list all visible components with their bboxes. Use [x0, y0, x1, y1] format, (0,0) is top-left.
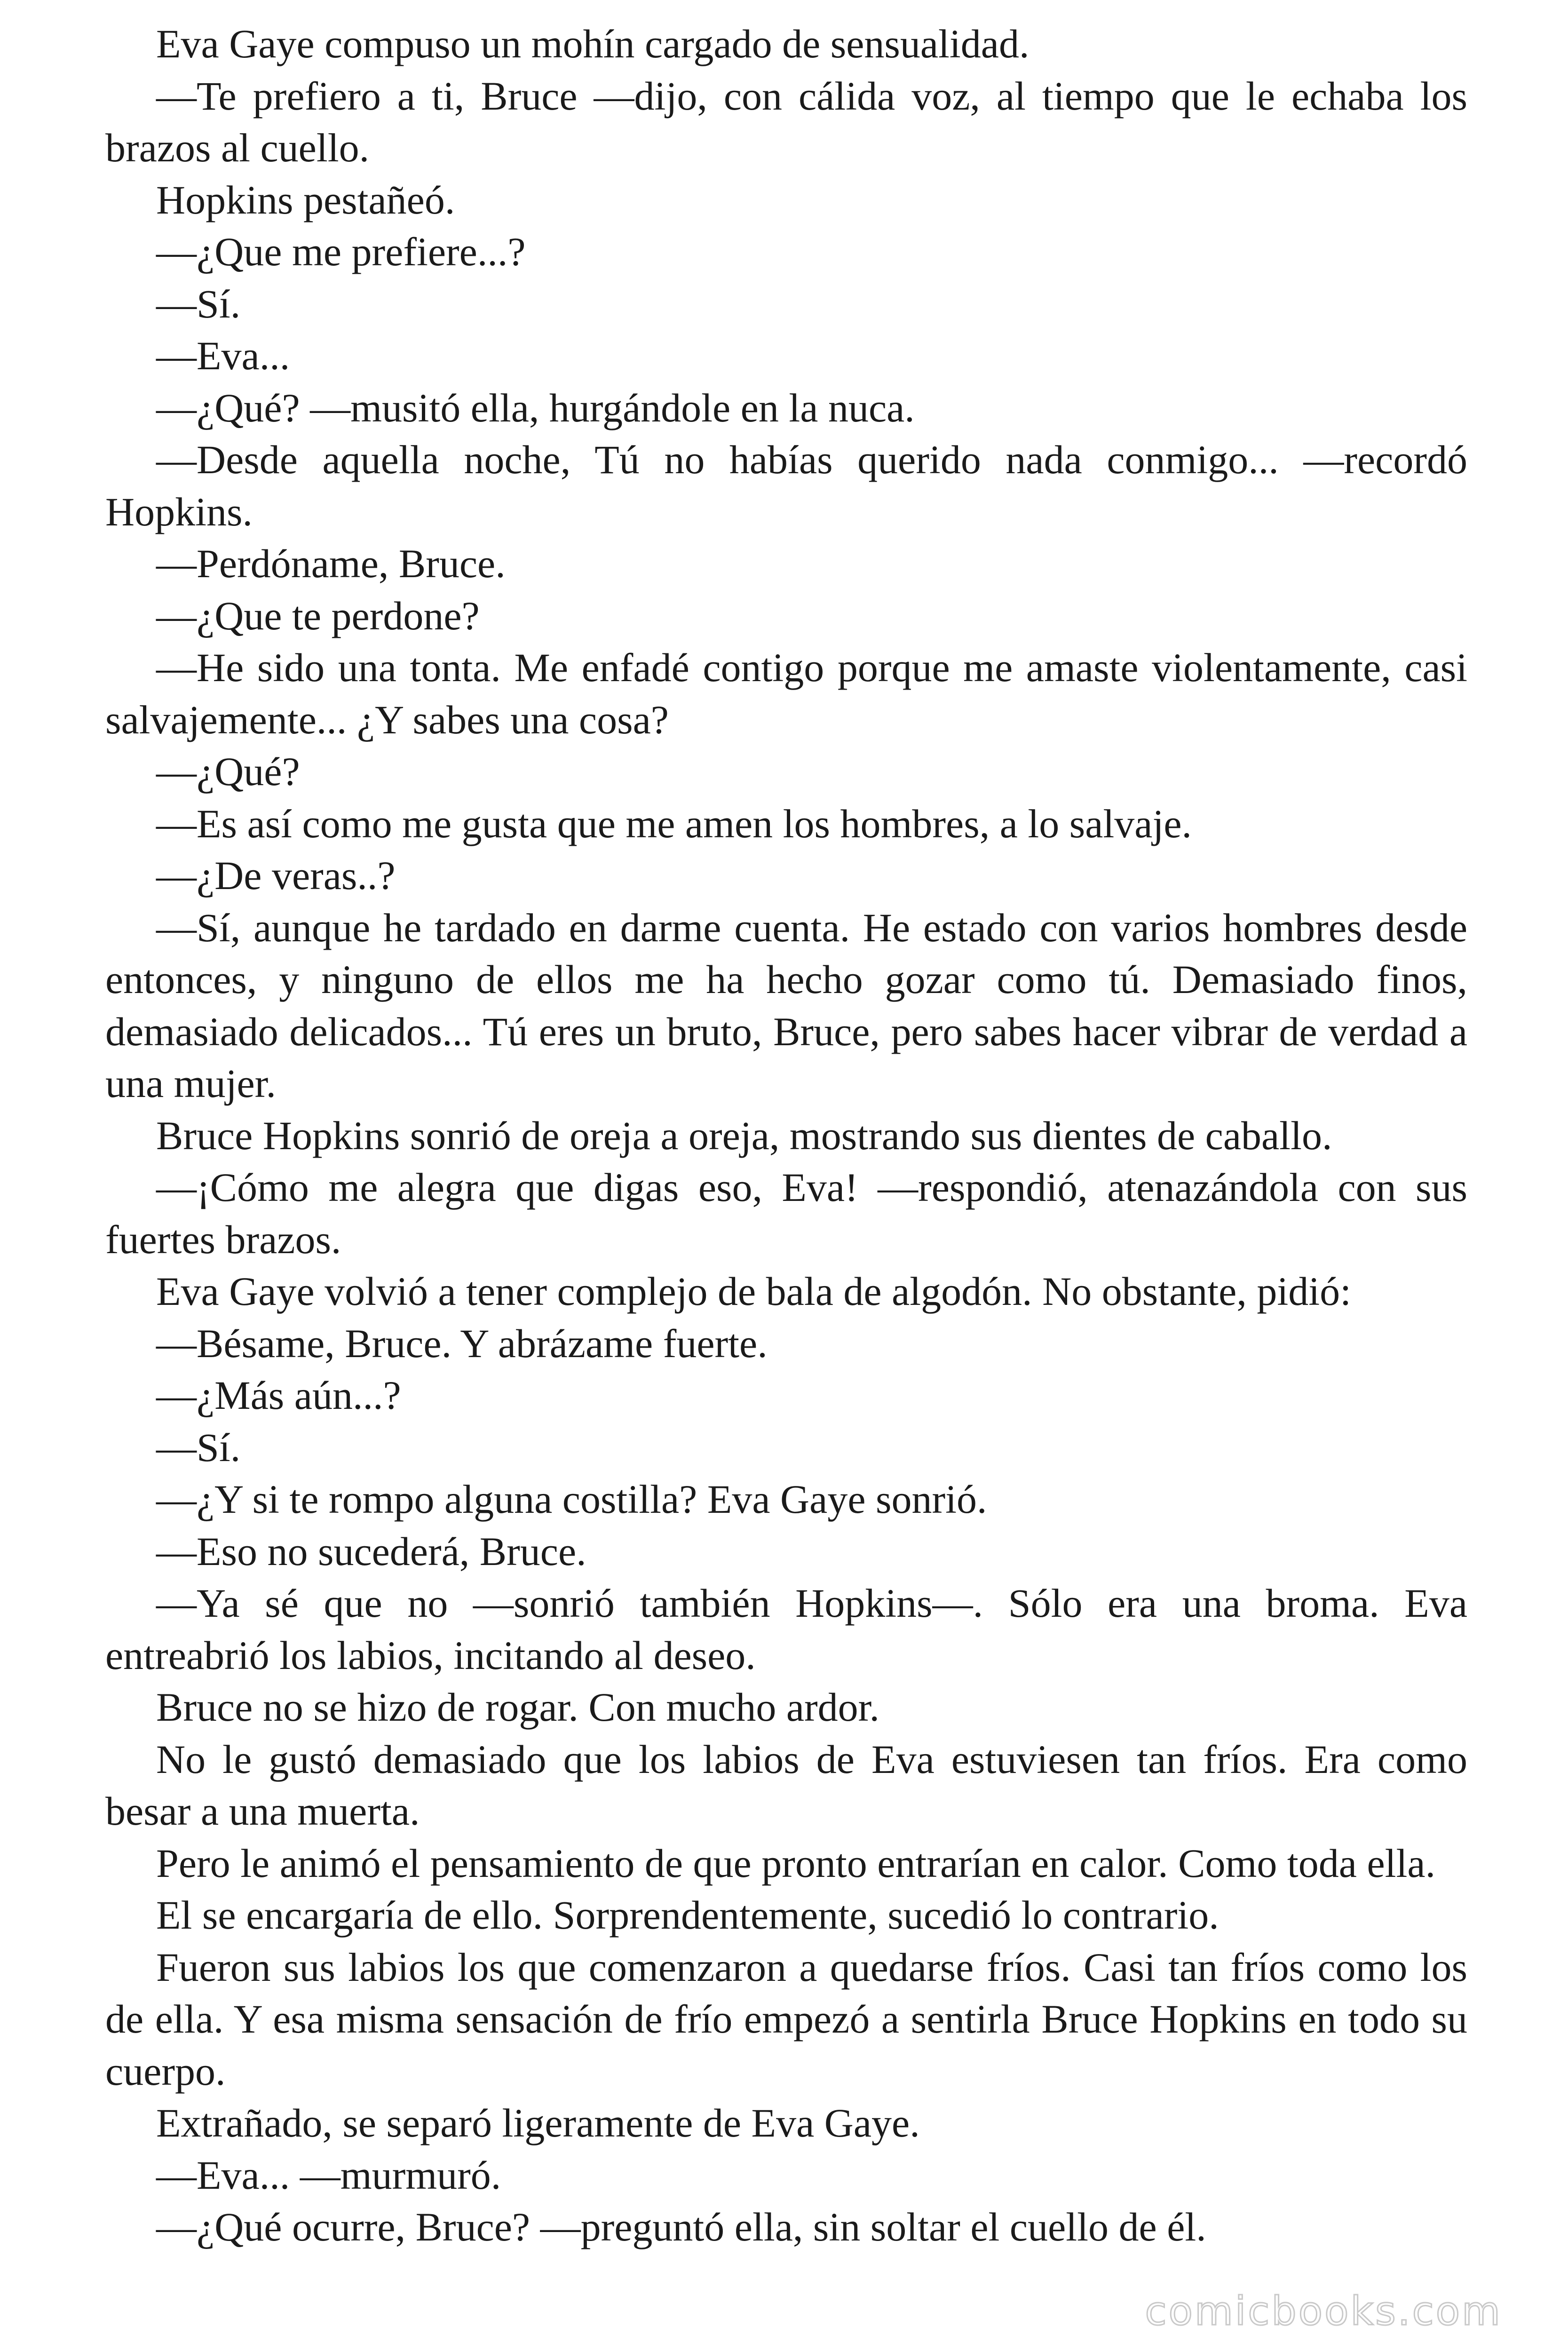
paragraph: —¡Cómo me alegra que digas eso, Eva! —respondió, atenazándola con sus fuertes brazos. — [105, 1165, 1467, 1262]
paragraph: Eva Gaye volvió a tener complejo de bala de algodón. No obstante, pidió: — [156, 1269, 1352, 1314]
paragraph: Pero le animó el pensamiento de que pronto entrarían en calor. Como toda ella. — [156, 1840, 1436, 1886]
paragraph: El se encargaría de ello. Sorprendentemente, sucedió lo contrario. — [156, 1892, 1219, 1938]
paragraph: —¿Que te perdone? — [156, 593, 480, 638]
paragraph: —¿Que me prefiere...? — [156, 229, 526, 274]
paragraph: —He sido una tonta. Me enfadé contigo porque me amaste violentamente, casi salvajemente... ¿Y sabes una cosa? — [105, 645, 1467, 742]
paragraph: —¿Qué? — [156, 749, 300, 794]
paragraph: —Es así como me gusta que me amen los hombres, a lo salvaje. — [156, 801, 1192, 846]
paragraph: —Desde aquella noche, Tú no habías querido nada conmigo... —recordó Hopkins. — [105, 437, 1467, 534]
paragraph: Hopkins pestañeó. — [156, 177, 455, 222]
paragraph: —Bésame, Bruce. Y abrázame fuerte. — [156, 1320, 768, 1366]
paragraph: No le gustó demasiado que los labios de Eva estuviesen tan fríos. Era como besar a una muerta. — [105, 1736, 1467, 1834]
paragraph: Extrañado, se separó ligeramente de Eva Gaye. — [156, 2100, 920, 2145]
paragraph: —Sí. — [156, 281, 241, 326]
paragraph: —Sí, aunque he tardado en darme cuenta. He estado con varios hombres desde entonces, y ninguno de ellos me ha hecho gozar como tú. Demasiado finos, demasiado delicados... Tú eres un bruto, Bruce, pero sabes hacer vibrar de verdad a una mujer. — [105, 905, 1467, 1106]
paragraph: —Eva... — [156, 333, 290, 378]
paragraph: —¿Qué? —musitó ella, hurgándole en la nuca. — [156, 385, 915, 430]
paragraph: —¿Y si te rompo alguna costilla? Eva Gaye sonrió. — [156, 1477, 987, 1522]
watermark: comicbooks.com — [1145, 2288, 1502, 2334]
paragraph: Eva Gaye compuso un mohín cargado de sensualidad. — [156, 21, 1029, 66]
text-body — [105, 18, 1467, 2253]
paragraph: Bruce no se hizo de rogar. Con mucho ardor. — [156, 1685, 880, 1730]
paragraph: —Eva... —murmuró. — [156, 2152, 501, 2198]
paragraph: —Ya sé que no —sonrió también Hopkins—. Sólo era una broma. Eva entreabrió los labios, incitando al deseo. — [105, 1581, 1467, 1678]
paragraph: —Sí. — [156, 1424, 241, 1470]
paragraph: —Eso no sucederá, Bruce. — [156, 1528, 586, 1574]
paragraph: —¿De veras..? — [156, 853, 396, 898]
paragraph: —Perdóname, Bruce. — [156, 541, 506, 586]
paragraph: —Te prefiero a ti, Bruce —dijo, con cálida voz, al tiempo que le echaba los brazos al cuello. — [105, 73, 1467, 170]
paragraph: Bruce Hopkins sonrió de oreja a oreja, mostrando sus dientes de caballo. — [156, 1112, 1332, 1158]
paragraph: —¿Más aún...? — [156, 1373, 401, 1418]
paragraph: —¿Qué ocurre, Bruce? —preguntó ella, sin soltar el cuello de él. — [156, 2204, 1206, 2249]
paragraph: Fueron sus labios los que comenzaron a quedarse fríos. Casi tan fríos como los de ella. Y esa misma sensación de frío empezó a sentirla Bruce Hopkins en todo su cuerpo. — [105, 1944, 1467, 2094]
